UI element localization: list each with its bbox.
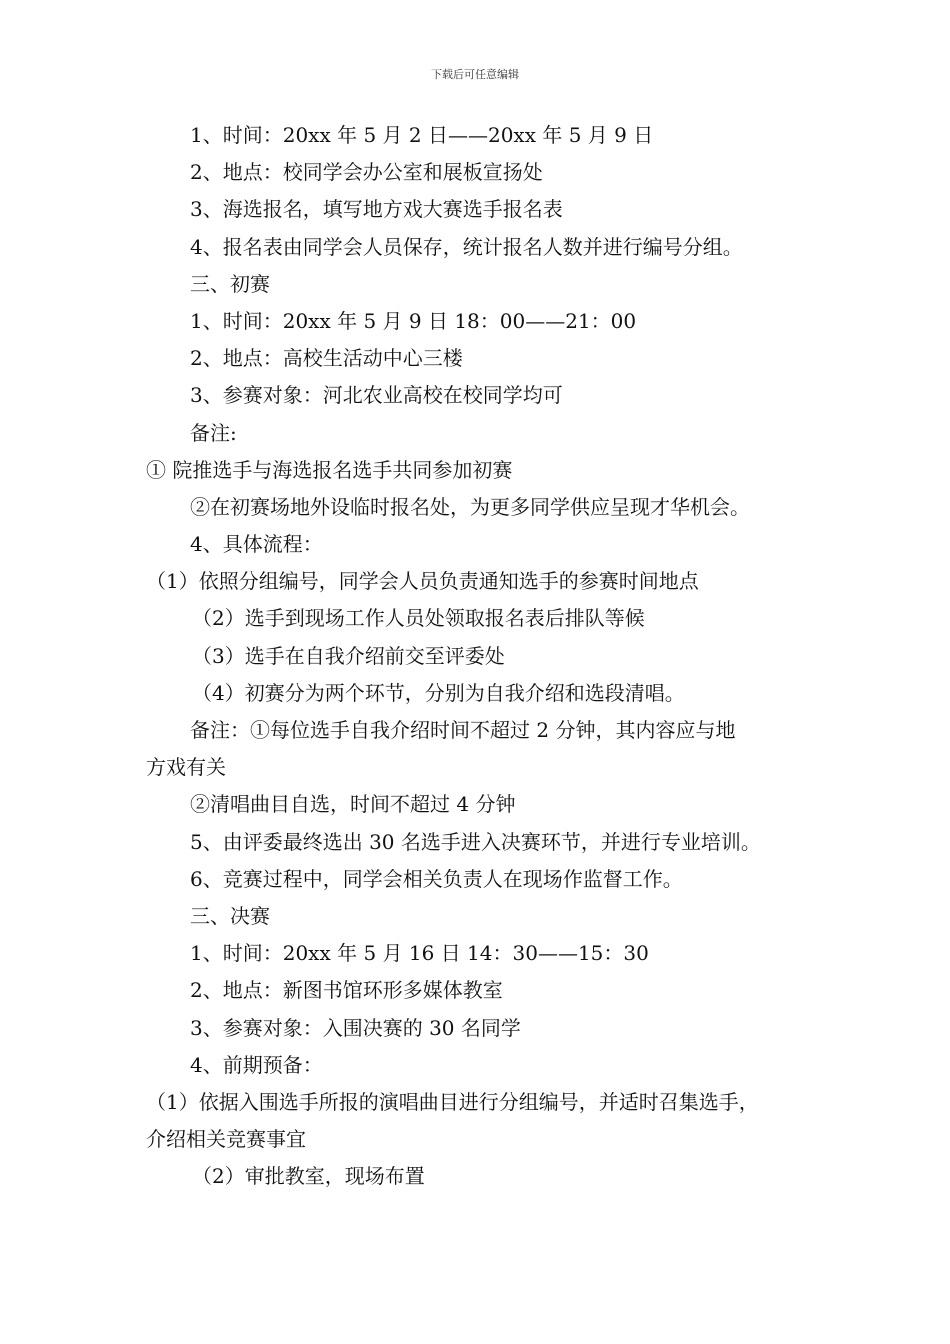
text-line: （1）依据入围选手所报的演唱曲目进行分组编号，并适时召集选手， <box>146 1089 759 1114</box>
text-line: （1）依照分组编号，同学会人员负责通知选手的参赛时间地点 <box>146 569 699 594</box>
text-line: （3）选手在自我介绍前交至评委处 <box>192 643 505 668</box>
text-line: （2）选手到现场工作人员处领取报名表后排队等候 <box>192 606 645 631</box>
text-line: 4、报名表由同学会人员保存，统计报名人数并进行编号分组。 <box>190 234 743 259</box>
text-line: 4、具体流程： <box>190 532 323 557</box>
text-line: 三、决赛 <box>190 903 270 928</box>
text-line: 三、初赛 <box>190 271 270 296</box>
text-line: ②清唱曲目自选，时间不超过 4 分钟 <box>190 792 516 817</box>
text-line: ②在初赛场地外设临时报名处，为更多同学供应呈现才华机会。 <box>190 494 750 519</box>
text-line: 3、参赛对象：入围决赛的 30 名同学 <box>190 1015 521 1040</box>
text-line: 备注：①每位选手自我介绍时间不超过 2 分钟，其内容应与地 <box>190 718 736 742</box>
text-line: 2、地点：校同学会办公室和展板宣扬处 <box>190 160 543 185</box>
document-body <box>144 117 824 1195</box>
text-line: 1、时间：20xx 年 5 月 16 日 14：30——15：30 <box>190 941 649 966</box>
text-line: 1、时间：20xx 年 5 月 9 日 18：00——21：00 <box>190 308 637 333</box>
page-header: 下载后可任意编辑 <box>431 68 519 81</box>
text-line: 方戏有关 <box>146 755 226 780</box>
text-line: 1、时间：20xx 年 5 月 2 日——20xx 年 5 月 9 日 <box>190 123 654 147</box>
text-line: ① 院推选手与海选报名选手共同参加初赛 <box>146 457 513 482</box>
text-line: （4）初赛分为两个环节，分别为自我介绍和选段清唱。 <box>192 680 685 705</box>
text-line: 介绍相关竞赛事宜 <box>146 1127 306 1152</box>
text-line: 2、地点：新图书馆环形多媒体教室 <box>190 978 503 1003</box>
text-line: 4、前期预备： <box>190 1052 323 1077</box>
text-line: 2、地点：高校生活动中心三楼 <box>190 346 463 371</box>
text-line: 备注: <box>190 420 237 445</box>
text-line: 3、海选报名，填写地方戏大赛选手报名表 <box>190 197 563 222</box>
text-line: （2）审批教室，现场布置 <box>192 1164 425 1189</box>
text-line: 6、竞赛过程中，同学会相关负责人在现场作监督工作。 <box>190 866 683 891</box>
text-line: 5、由评委最终选出 30 名选手进入决赛环节，并进行专业培训。 <box>190 829 761 854</box>
text-line: 3、参赛对象：河北农业高校在校同学均可 <box>190 383 563 408</box>
